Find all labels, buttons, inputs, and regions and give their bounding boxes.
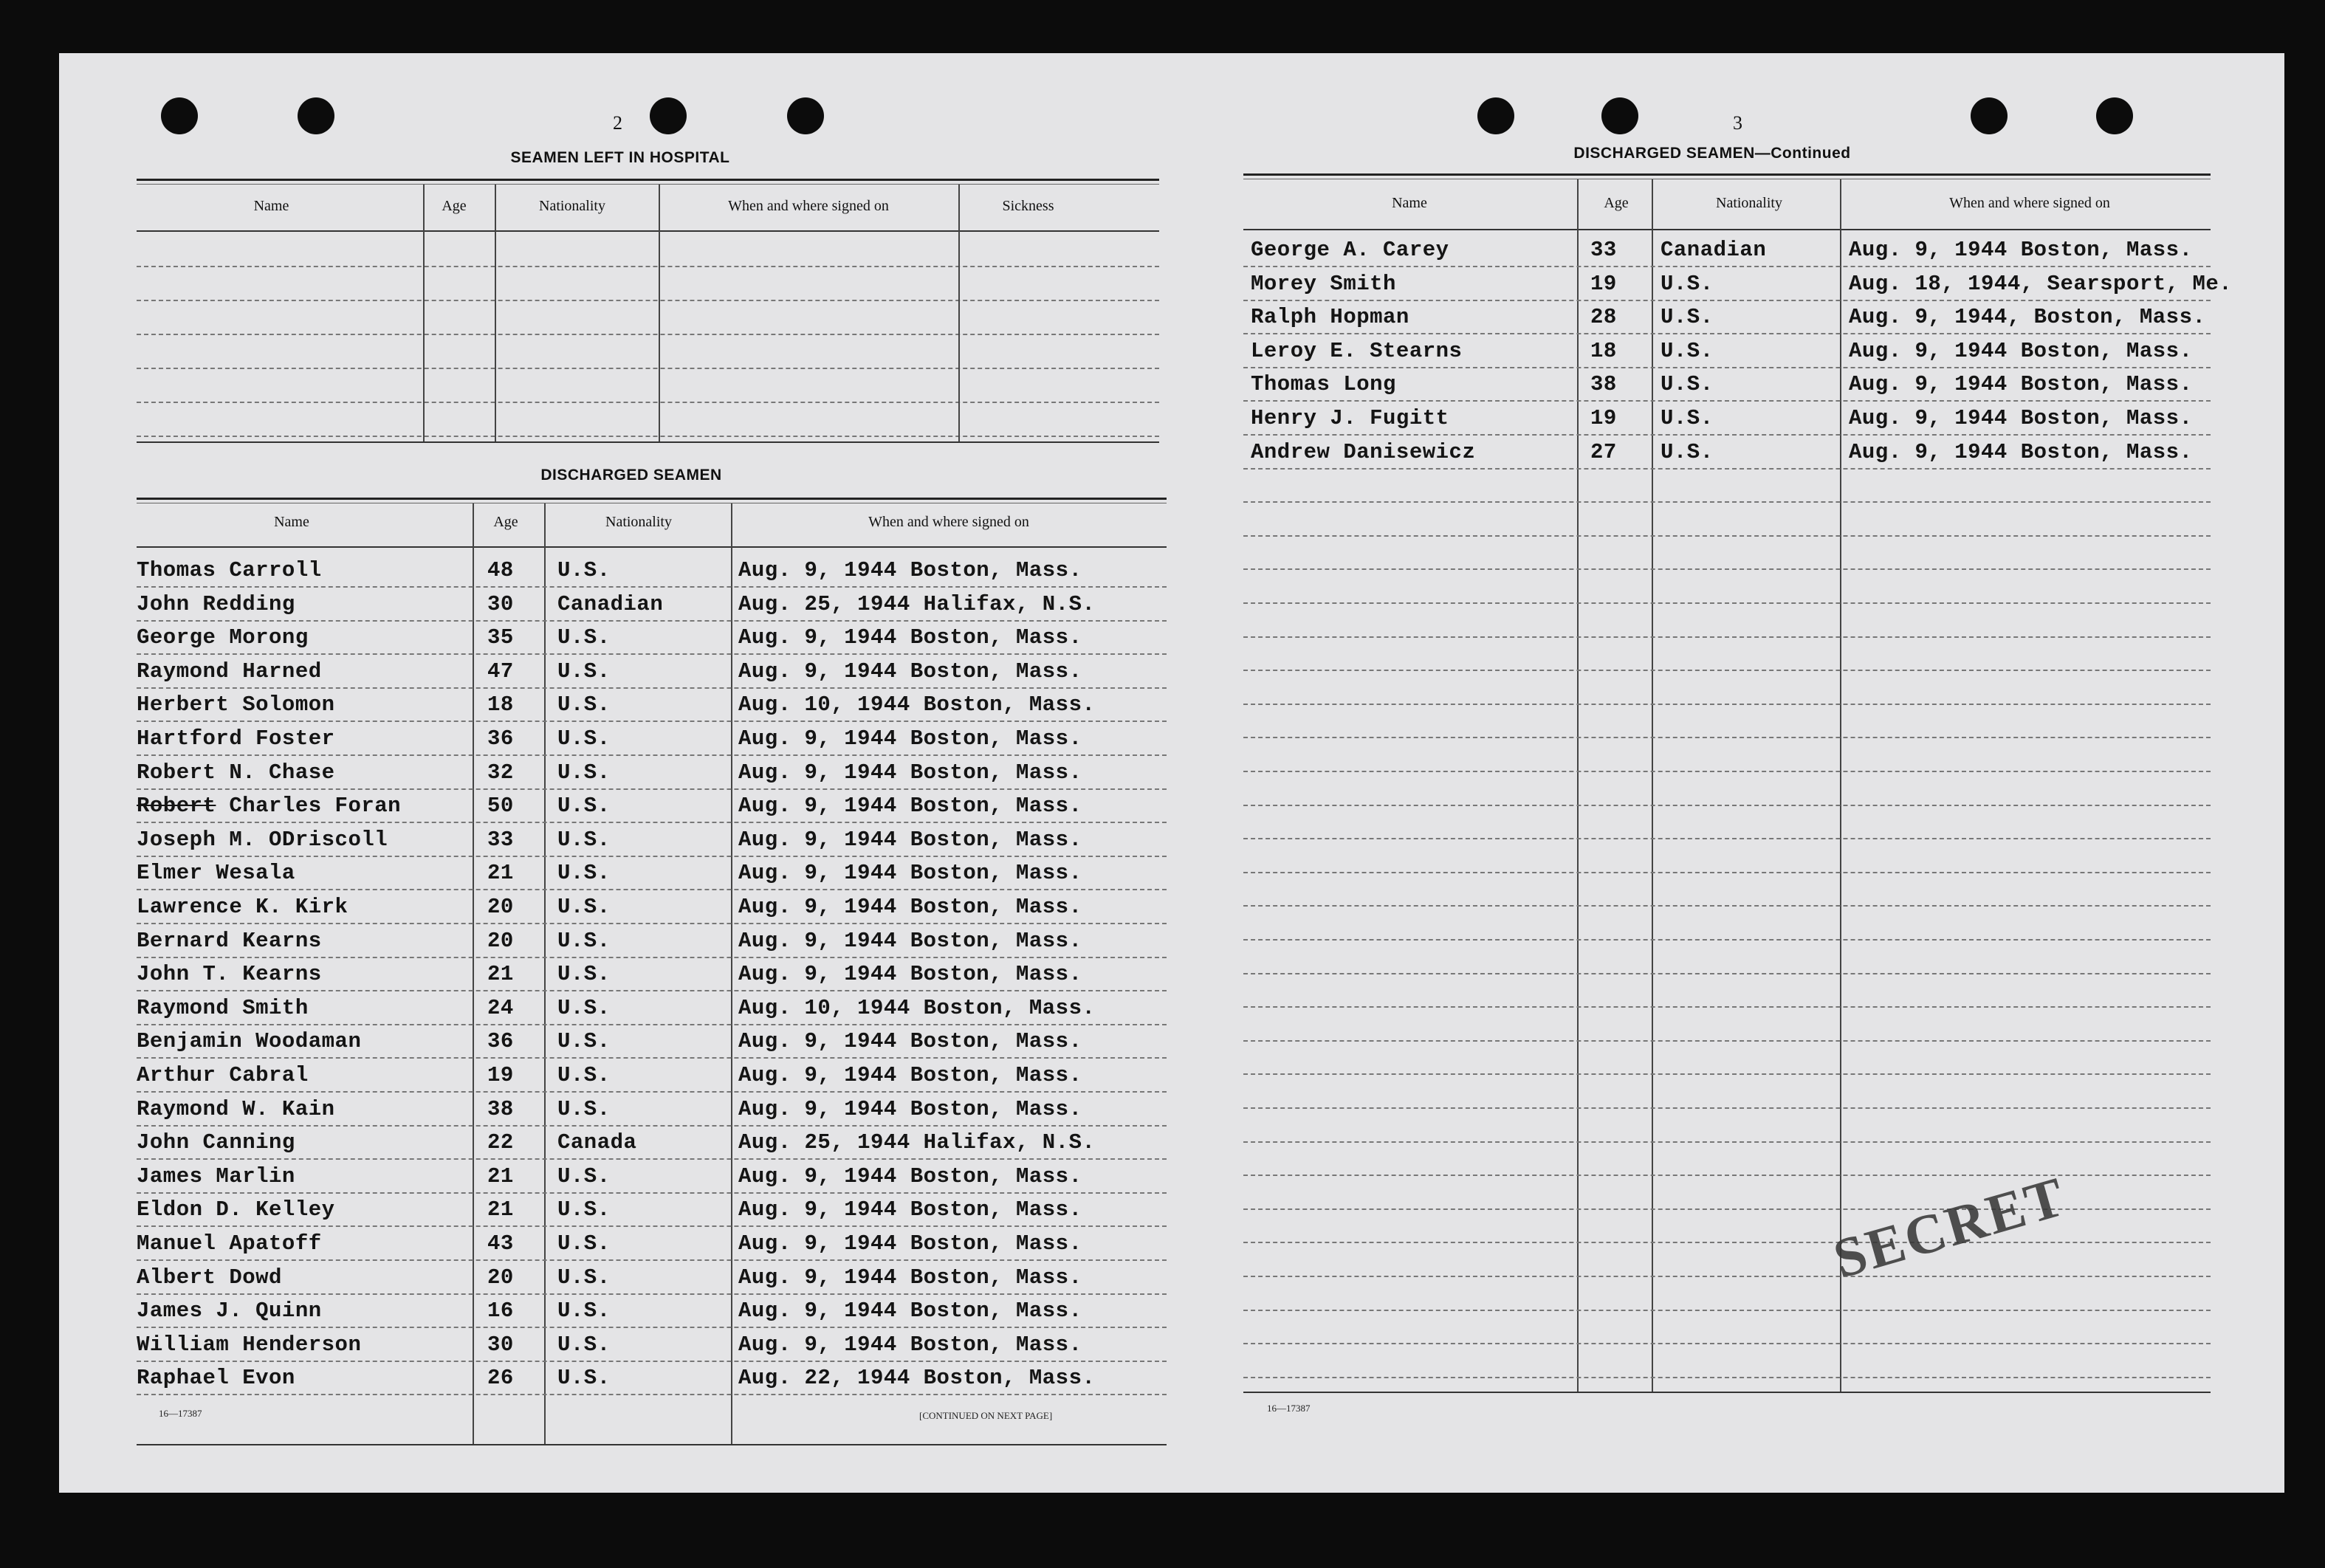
seaman-nationality: U.S. [557,659,611,684]
continued-col-signed-on: When and where signed on [1949,195,2110,211]
row-rule [1243,939,2211,941]
row-rule [137,1024,1167,1025]
discharged-col-nationality: Nationality [605,514,672,530]
seaman-nationality: U.S. [557,1265,611,1290]
seaman-nationality: U.S. [1661,271,1714,296]
row-rule [1243,300,2211,301]
row-rule [137,822,1167,823]
seaman-age: 20 [487,895,514,919]
seaman-nationality: U.S. [557,558,611,582]
seaman-signed-on: Aug. 9, 1944 Boston, Mass. [738,760,1082,785]
row-rule [1243,1107,2211,1109]
row-rule [1243,1040,2211,1042]
seaman-name [137,794,401,818]
hospital-col-age: Age [442,198,467,214]
seaman-name: Albert Dowd [137,1265,282,1290]
seaman-name: James Marlin [137,1163,295,1189]
seaman-nationality: U.S. [557,962,611,987]
form-number: 16—17387 [1267,1403,1311,1414]
seaman-age: 21 [487,1163,514,1189]
seaman-age: 19 [1590,271,1617,296]
row-rule [137,620,1167,622]
table-rule [1243,1392,2211,1393]
seaman-name: Hartford Foster [137,726,335,751]
seaman-signed-on: Aug. 9, 1944 Boston, Mass. [738,1029,1082,1054]
row-rule [1243,872,2211,873]
seaman-nationality: Canadian [1661,238,1767,262]
seaman-age: 48 [487,558,514,582]
seaman-name: George A. Carey [1251,238,1449,262]
seaman-nationality: U.S. [557,1163,611,1189]
seaman-age: 43 [487,1231,514,1256]
continued-note: [CONTINUED ON NEXT PAGE] [919,1410,1053,1421]
seaman-nationality: U.S. [1661,338,1714,363]
discharged-continued-title: DISCHARGED SEAMEN—Continued [1573,145,1851,162]
seaman-signed-on: Aug. 10, 1944 Boston, Mass. [738,995,1096,1020]
seaman-age: 19 [1590,406,1617,430]
seaman-age: 26 [487,1366,514,1391]
punch-hole [161,97,198,134]
seaman-nationality: U.S. [557,794,611,819]
row-rule [1243,367,2211,368]
seaman-age: 30 [487,591,514,616]
seaman-name: James J. Quinn [137,1299,322,1324]
row-rule [137,957,1167,958]
table-rule [137,1444,1167,1445]
seaman-age: 21 [487,1197,514,1223]
row-rule [137,1361,1167,1362]
seaman-nationality: U.S. [557,827,611,852]
row-rule [1243,1006,2211,1008]
hospital-col-name: Name [253,198,289,214]
hospital-section-title: SEAMEN LEFT IN HOSPITAL [510,149,730,166]
seaman-signed-on: Aug. 9, 1944 Boston, Mass. [1849,439,2193,464]
row-rule [137,653,1167,655]
row-rule [1243,1377,2211,1378]
row-rule [1243,636,2211,638]
seaman-name: Herbert Solomon [137,692,335,718]
row-rule [137,990,1167,991]
seaman-name: George Morong [137,625,309,650]
row-rule [137,1192,1167,1194]
col-divider [495,185,496,441]
row-rule [137,1293,1167,1295]
seaman-signed-on: Aug. 25, 1944 Halifax, N.S. [738,1130,1096,1155]
row-rule [1243,1343,2211,1344]
col-divider [423,185,425,441]
seaman-nationality: U.S. [1661,372,1714,397]
seaman-signed-on: Aug. 10, 1944 Boston, Mass. [738,692,1096,718]
seaman-nationality: U.S. [557,861,611,886]
row-rule [1243,838,2211,839]
seaman-nationality: U.S. [557,726,611,751]
table-rule [1243,173,2211,176]
seaman-signed-on: Aug. 9, 1944 Boston, Mass. [1849,238,2193,262]
seaman-signed-on: Aug. 9, 1944 Boston, Mass. [738,1299,1082,1324]
seaman-nationality: U.S. [1661,439,1714,464]
discharged-col-name: Name [274,514,309,530]
seaman-name: Thomas Carroll [137,558,322,582]
row-rule [137,1259,1167,1261]
page-number: 3 [1733,112,1742,134]
table-rule [137,179,1159,181]
seaman-signed-on: Aug. 9, 1944 Boston, Mass. [738,1231,1082,1256]
table-rule [137,368,1159,369]
seaman-age: 22 [487,1130,514,1155]
seaman-signed-on: Aug. 22, 1944 Boston, Mass. [738,1366,1096,1391]
continued-col-name: Name [1392,195,1427,211]
seaman-age: 21 [487,962,514,987]
seaman-nationality: U.S. [557,1231,611,1256]
seaman-name: Manuel Apatoff [137,1231,322,1256]
table-rule [137,441,1159,443]
row-rule [1243,670,2211,671]
table-rule [1243,229,2211,230]
seaman-nationality: U.S. [1661,406,1714,430]
seaman-name: Elmer Wesala [137,861,295,886]
seaman-signed-on: Aug. 9, 1944 Boston, Mass. [738,962,1082,987]
row-rule [1243,266,2211,267]
seaman-signed-on: Aug. 9, 1944 Boston, Mass. [738,558,1082,582]
seaman-name: Lawrence K. Kirk [137,895,348,919]
col-divider [659,185,660,441]
table-rule [137,230,1159,232]
seaman-name: Leroy E. Stearns [1251,338,1463,363]
row-rule [1243,1175,2211,1176]
seaman-signed-on: Aug. 9, 1944 Boston, Mass. [738,726,1082,751]
seaman-nationality: U.S. [557,692,611,718]
seaman-signed-on: Aug. 9, 1944 Boston, Mass. [1849,338,2193,363]
discharged-col-age: Age [493,514,518,530]
continued-col-nationality: Nationality [1716,195,1782,211]
punch-hole [787,97,824,134]
row-rule [137,1057,1167,1059]
row-rule [1243,1276,2211,1277]
seaman-signed-on: Aug. 25, 1944 Halifax, N.S. [738,591,1096,616]
form-number: 16—17387 [159,1408,202,1419]
row-rule [137,788,1167,790]
table-rule [137,334,1159,335]
row-rule [1243,737,2211,738]
seaman-signed-on: Aug. 9, 1944 Boston, Mass. [738,625,1082,650]
seaman-age: 19 [487,1063,514,1087]
seaman-age: 32 [487,760,514,785]
seaman-age: 27 [1590,439,1617,464]
row-rule [137,856,1167,857]
discharged-section-title: DISCHARGED SEAMEN [540,467,722,484]
row-rule [137,586,1167,588]
row-rule [1243,535,2211,537]
seaman-age: 16 [487,1299,514,1324]
seaman-nationality: U.S. [557,1332,611,1357]
seaman-nationality: U.S. [557,995,611,1020]
row-rule [1243,704,2211,705]
seaman-age: 18 [1590,338,1617,363]
seaman-age: 33 [1590,238,1617,262]
discharged-col-signed-on: When and where signed on [868,514,1029,530]
seaman-age: 33 [487,827,514,852]
seaman-name: Robert N. Chase [137,760,335,785]
seaman-age: 36 [487,726,514,751]
seaman-nationality: U.S. [557,1299,611,1324]
seaman-signed-on: Aug. 9, 1944 Boston, Mass. [738,928,1082,953]
seaman-nationality: U.S. [557,895,611,919]
table-rule [137,546,1167,548]
table-rule [137,436,1159,437]
seaman-nationality: Canada [557,1130,637,1155]
seaman-nationality: U.S. [557,1063,611,1087]
seaman-nationality: U.S. [557,1197,611,1223]
punch-hole [1971,97,2008,134]
row-rule [1243,434,2211,436]
seaman-name-text: Charles Foran [229,794,402,819]
seaman-name: Benjamin Woodaman [137,1029,362,1054]
punch-hole [2096,97,2133,134]
table-rule [137,498,1167,500]
punch-hole [298,97,334,134]
seaman-name: John Redding [137,591,295,616]
secret-stamp: SECRET [1827,1165,2073,1290]
continued-col-age: Age [1604,195,1629,211]
table-rule [137,402,1159,403]
seaman-nationality: U.S. [557,1366,611,1391]
row-rule [1243,1310,2211,1311]
row-rule [137,1125,1167,1127]
seaman-age: 38 [487,1096,514,1121]
row-rule [1243,805,2211,806]
row-rule [137,1091,1167,1093]
seaman-age: 50 [487,794,514,819]
seaman-name: Joseph M. ODriscoll [137,827,388,852]
left-page [59,53,1199,1493]
row-rule [1243,568,2211,570]
seaman-name: Raymond Harned [137,659,322,684]
row-rule [1243,905,2211,907]
row-rule [1243,771,2211,772]
seaman-signed-on: Aug. 9, 1944 Boston, Mass. [1849,406,2193,430]
seaman-name: Henry J. Fugitt [1251,406,1449,430]
row-rule [137,1225,1167,1227]
table-rule [137,266,1159,267]
seaman-age: 47 [487,659,514,684]
seaman-signed-on: Aug. 9, 1944 Boston, Mass. [738,794,1082,819]
seaman-signed-on: Aug. 9, 1944 Boston, Mass. [738,1265,1082,1290]
row-rule [1243,468,2211,470]
punch-hole [650,97,687,134]
seaman-age: 18 [487,692,514,718]
row-rule [137,687,1167,689]
row-rule [1243,1141,2211,1143]
seaman-name: Eldon D. Kelley [137,1197,335,1223]
seaman-age: 28 [1590,305,1617,330]
seaman-name: Ralph Hopman [1251,305,1409,330]
seaman-age: 36 [487,1029,514,1054]
seaman-name: William Henderson [137,1332,362,1357]
seaman-signed-on: Aug. 9, 1944 Boston, Mass. [738,895,1082,919]
row-rule [1243,333,2211,334]
table-rule [137,184,1159,185]
seaman-signed-on: Aug. 9, 1944 Boston, Mass. [1849,372,2193,397]
seaman-age: 21 [487,861,514,886]
seaman-nationality: U.S. [557,1096,611,1121]
hospital-col-sickness: Sickness [1002,198,1054,214]
row-rule [137,923,1167,924]
table-rule [137,300,1159,301]
seaman-name: Raphael Evon [137,1366,295,1391]
row-rule [1243,1073,2211,1075]
row-rule [137,721,1167,722]
hospital-col-signed-on: When and where signed on [728,198,889,214]
seaman-age: 30 [487,1332,514,1357]
seaman-signed-on: Aug. 9, 1944 Boston, Mass. [738,1197,1082,1223]
seaman-signed-on: Aug. 9, 1944 Boston, Mass. [738,659,1082,684]
row-rule [1243,973,2211,974]
seaman-signed-on: Aug. 9, 1944 Boston, Mass. [738,1096,1082,1121]
seaman-nationality: U.S. [557,625,611,650]
seaman-age: 20 [487,928,514,953]
punch-hole [1601,97,1638,134]
col-divider [958,185,960,441]
hospital-col-nationality: Nationality [539,198,605,214]
row-rule [137,1158,1167,1160]
seaman-age: 38 [1590,372,1617,397]
seaman-name: Arthur Cabral [137,1063,309,1087]
seaman-signed-on: Aug. 9, 1944 Boston, Mass. [738,1332,1082,1357]
seaman-signed-on: Aug. 9, 1944 Boston, Mass. [738,1063,1082,1087]
seaman-name: Raymond W. Kain [137,1096,335,1121]
seaman-signed-on: Aug. 9, 1944 Boston, Mass. [738,1163,1082,1189]
seaman-nationality: U.S. [1661,305,1714,330]
struck-name: Robert [137,794,216,819]
seaman-name: Morey Smith [1251,271,1396,296]
seaman-nationality: U.S. [557,928,611,953]
page-number: 2 [613,112,622,134]
seaman-name: John Canning [137,1130,295,1155]
seaman-age: 20 [487,1265,514,1290]
right-page [1199,53,2284,1493]
row-rule [137,1327,1167,1328]
row-rule [1243,1242,2211,1243]
punch-hole [1477,97,1514,134]
seaman-name: Bernard Kearns [137,928,322,953]
seaman-nationality: U.S. [557,760,611,785]
seaman-signed-on: Aug. 18, 1944, Searsport, Me. [1849,271,2233,296]
row-rule [1243,400,2211,402]
seaman-name: Thomas Long [1251,372,1396,397]
row-rule [137,754,1167,756]
seaman-nationality: Canadian [557,591,664,616]
seaman-age: 35 [487,625,514,650]
seaman-name: John T. Kearns [137,962,322,987]
seaman-name: Andrew Danisewicz [1251,439,1476,464]
seaman-nationality: U.S. [557,1029,611,1054]
row-rule [137,1394,1167,1395]
seaman-signed-on: Aug. 9, 1944 Boston, Mass. [738,827,1082,852]
seaman-name: Raymond Smith [137,995,309,1020]
row-rule [1243,501,2211,503]
seaman-signed-on: Aug. 9, 1944 Boston, Mass. [738,861,1082,886]
seaman-signed-on: Aug. 9, 1944, Boston, Mass. [1849,305,2206,330]
seaman-age: 24 [487,995,514,1020]
row-rule [1243,602,2211,604]
row-rule [137,889,1167,890]
